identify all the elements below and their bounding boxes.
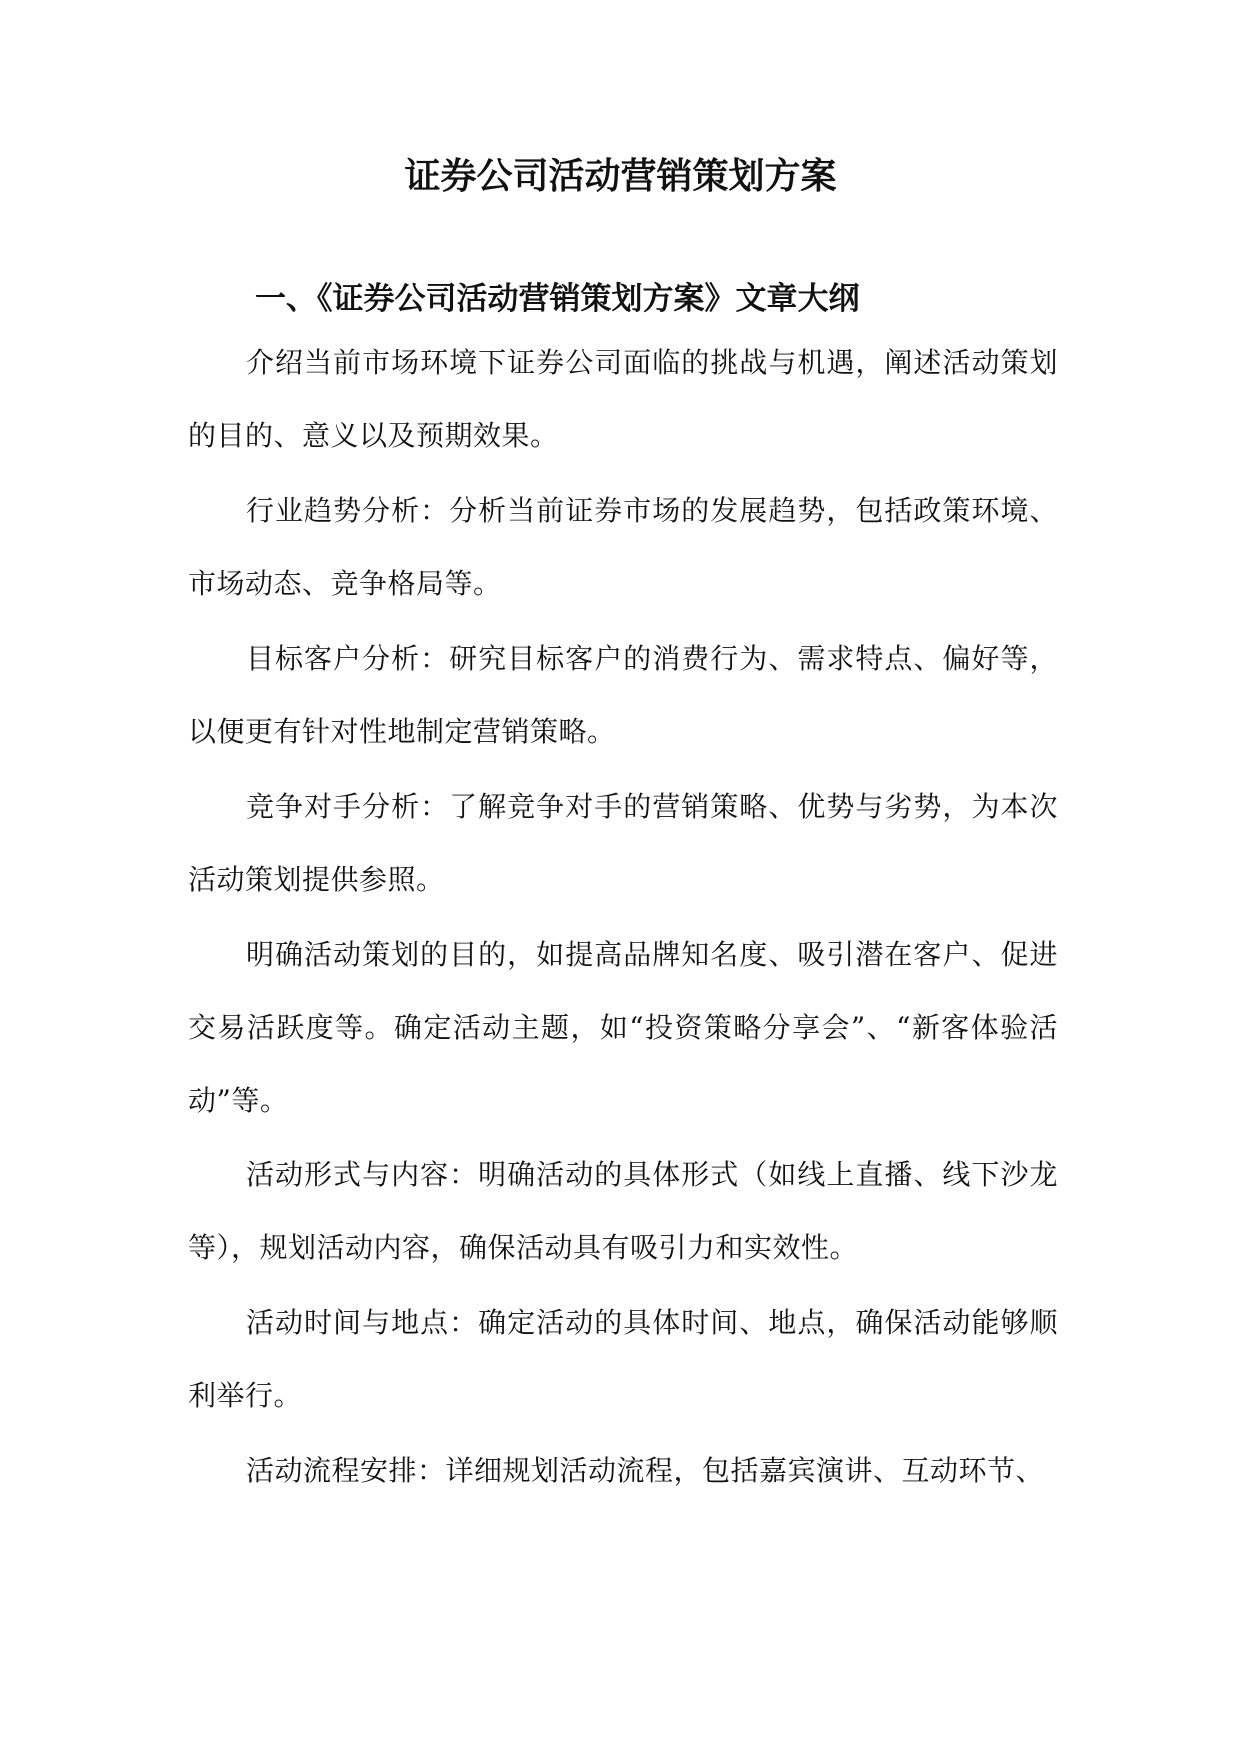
paragraph-target-customer: 目标客户分析：研究目标客户的消费行为、需求特点、偏好等，以便更有针对性地制定营销策略。 bbox=[188, 642, 1058, 748]
paragraph-purpose-theme: 明确活动策划的目的，如提高品牌知名度、吸引潜在客户、促进交易活跃度等。确定活动主题，如“投资策略分享会”、“新客体验活动”等。 bbox=[188, 938, 1058, 1117]
paragraph-process: 活动流程安排：详细规划活动流程，包括嘉宾演讲、互动环节、 bbox=[246, 1454, 1045, 1487]
paragraph-competitor: 竞争对手分析：了解竞争对手的营销策略、优势与劣势，为本次活动策划提供参照。 bbox=[188, 790, 1058, 896]
document-title: 证券公司活动营销策划方案 bbox=[404, 155, 837, 197]
paragraph-intro: 介绍当前市场环境下证券公司面临的挑战与机遇，阐述活动策划的目的、意义以及预期效果。 bbox=[188, 346, 1058, 452]
paragraph-format-content: 活动形式与内容：明确活动的具体形式（如线上直播、线下沙龙等），规划活动内容，确保活动具有吸引力和实效性。 bbox=[188, 1158, 1058, 1264]
paragraph-industry-trend: 行业趋势分析：分析当前证券市场的发展趋势，包括政策环境、市场动态、竞争格局等。 bbox=[188, 494, 1058, 600]
section-heading: 一、《证券公司活动营销策划方案》文章大纲 bbox=[255, 281, 860, 317]
paragraph-time-place: 活动时间与地点：确定活动的具体时间、地点，确保活动能够顺利举行。 bbox=[188, 1306, 1058, 1412]
